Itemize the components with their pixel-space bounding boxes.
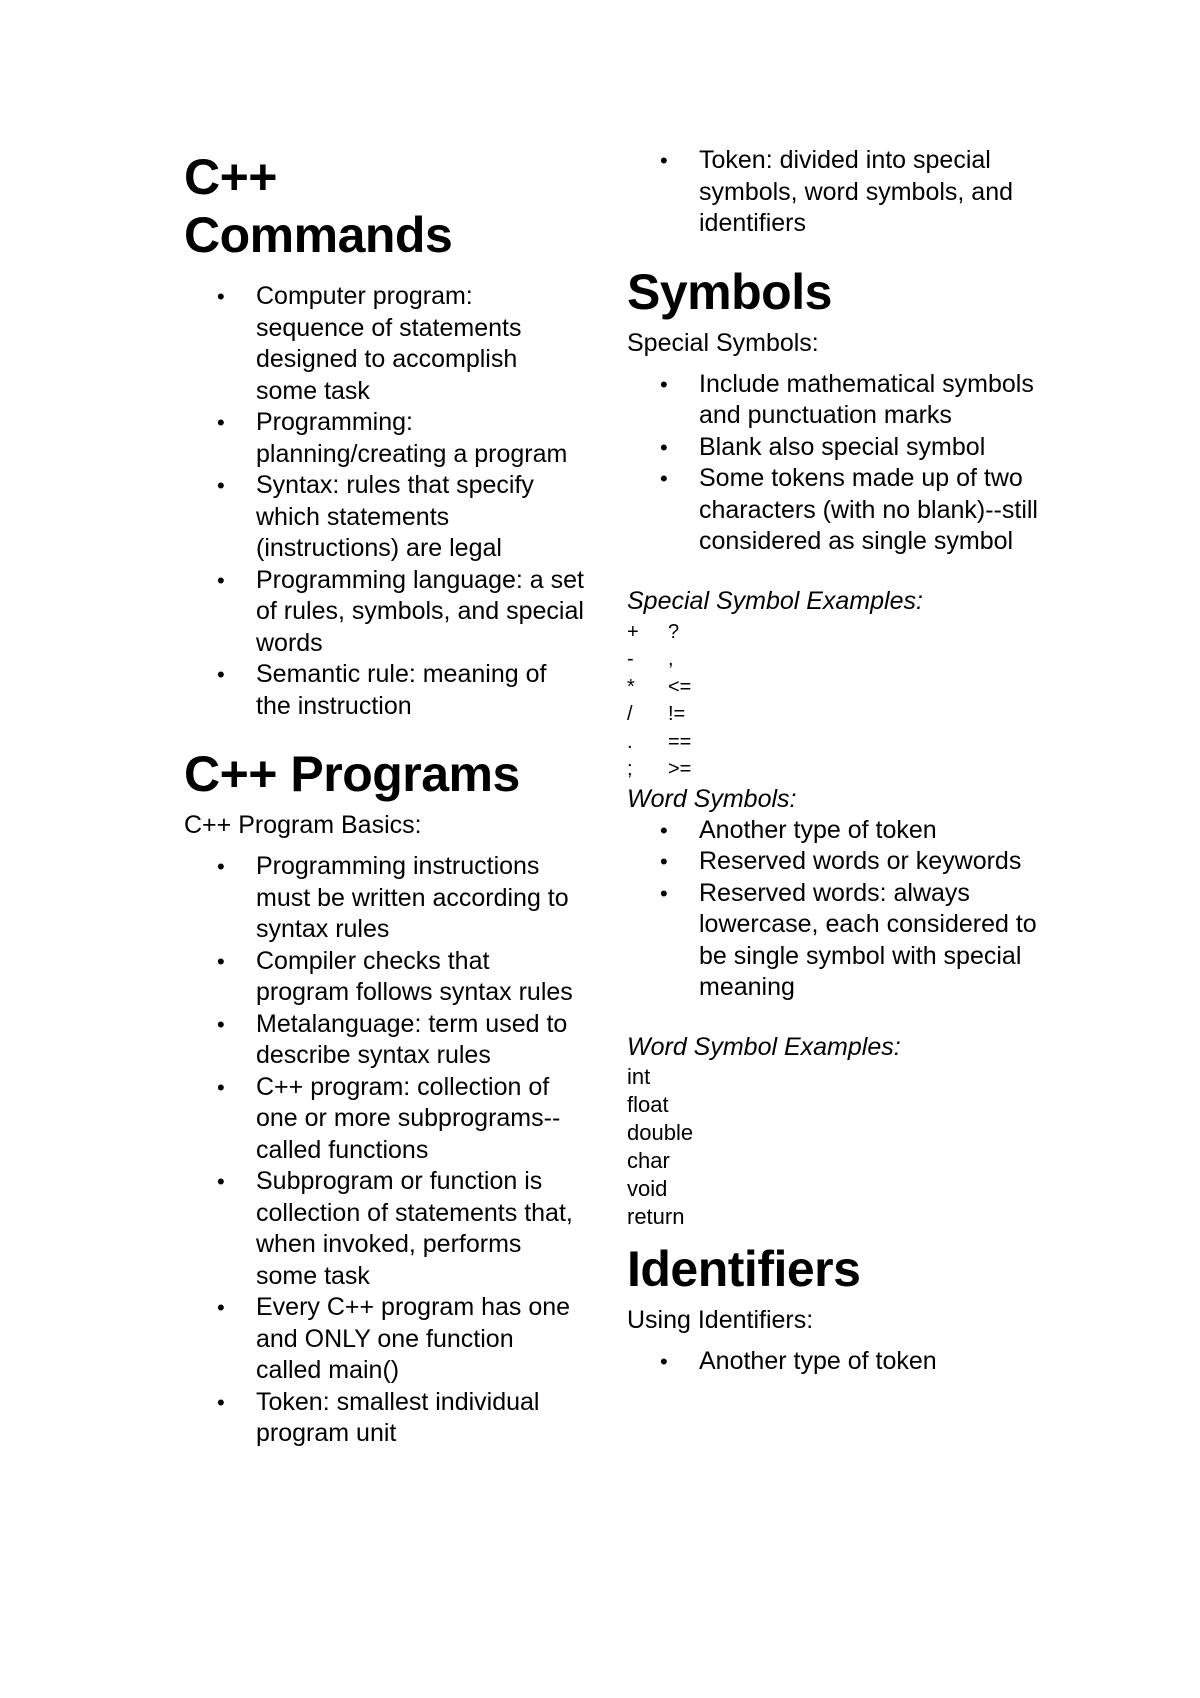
- symbol-row: [627, 756, 1047, 784]
- list-item: • Reserved words or keywords: [627, 846, 1047, 878]
- list-item: • Syntax: rules that specify which statements (instructions) are legal: [184, 470, 584, 565]
- symbol-row: [627, 729, 1047, 757]
- symbol-row: [627, 619, 1047, 647]
- keyword: int: [627, 1063, 651, 1089]
- symbol-row: [627, 674, 1047, 702]
- list-item: • Reserved words: always lowercase, each considered to be single symbol with special meaning: [627, 878, 1047, 1004]
- symbol: ==: [668, 730, 692, 753]
- symbol-row: [627, 646, 1047, 674]
- list-item: • Semantic rule: meaning of the instruction: [184, 659, 584, 722]
- special-symbol-examples: [627, 619, 1047, 784]
- symbol: .: [627, 730, 633, 753]
- list-item: • Another type of token: [627, 815, 1047, 847]
- keyword: double: [627, 1119, 694, 1145]
- symbol: /: [627, 703, 633, 725]
- list-item: • Every C++ program has one and ONLY one function called main(): [184, 1292, 584, 1387]
- identifiers-list: [627, 1346, 1047, 1378]
- keyword: void: [627, 1175, 668, 1201]
- word-symbols-heading: Word Symbols:: [627, 784, 797, 813]
- keyword: float: [627, 1091, 669, 1117]
- special-symbol-examples-heading: Special Symbol Examples:: [627, 586, 923, 615]
- token-list: [627, 145, 1047, 240]
- symbol: +: [627, 620, 639, 643]
- commands-list: [184, 281, 584, 722]
- symbol: ,: [668, 648, 674, 670]
- word-symbols-list: [627, 815, 1047, 1004]
- list-item: • Include mathematical symbols and punctuation marks: [627, 369, 1047, 432]
- right-column: [627, 0, 1047, 1377]
- symbol: *: [627, 675, 635, 698]
- section-title-cpp-programs: C++ Programs: [184, 746, 520, 802]
- programs-list: [184, 851, 584, 1450]
- section-title-identifiers: Identifiers: [627, 1240, 861, 1297]
- list-item: • C++ program: collection of one or more subprograms--called functions: [184, 1072, 584, 1167]
- symbol: <=: [668, 675, 692, 698]
- title-line-1: C++: [184, 149, 278, 205]
- list-item: • Metalanguage: term used to describe syntax rules: [184, 1009, 584, 1072]
- symbol: ;: [627, 758, 633, 780]
- symbol-row: [627, 701, 1047, 729]
- list-item: • Programming: planning/creating a program: [184, 407, 584, 470]
- special-symbols-list: [627, 369, 1047, 558]
- left-column: [184, 0, 584, 1450]
- list-item: • Subprogram or function is collection of statements that, when invoked, performs some task: [184, 1166, 584, 1292]
- list-item: • Programming language: a set of rules, symbols, and special words: [184, 565, 584, 660]
- keyword: char: [627, 1147, 670, 1173]
- list-item: • Another type of token: [627, 1346, 1047, 1378]
- subtitle-using-identifiers: Using Identifiers:: [627, 1305, 814, 1334]
- symbol: !=: [668, 703, 686, 725]
- keyword: return: [627, 1203, 685, 1229]
- subtitle-program-basics: C++ Program Basics:: [184, 811, 422, 839]
- list-item: • Blank also special symbol: [627, 432, 1047, 464]
- title-line-2: Commands: [184, 207, 453, 263]
- section-title-cpp-commands: [184, 148, 584, 264]
- subtitle-special-symbols: Special Symbols:: [627, 328, 819, 357]
- list-item: • Some tokens made up of two characters (with no blank)--still considered as single symbol: [627, 463, 1047, 558]
- word-symbol-examples-heading: Word Symbol Examples:: [627, 1032, 901, 1061]
- list-item: • Token: divided into special symbols, word symbols, and identifiers: [627, 145, 1047, 240]
- symbol: ?: [668, 620, 680, 643]
- list-item: • Programming instructions must be written according to syntax rules: [184, 851, 584, 946]
- symbol: -: [627, 648, 634, 670]
- list-item: • Computer program: sequence of statements designed to accomplish some task: [184, 281, 584, 407]
- section-title-symbols: Symbols: [627, 263, 832, 320]
- symbol: >=: [668, 758, 692, 780]
- list-item: • Token: smallest individual program unit: [184, 1387, 584, 1450]
- list-item: • Compiler checks that program follows syntax rules: [184, 946, 584, 1009]
- word-symbol-examples: [627, 1063, 1047, 1231]
